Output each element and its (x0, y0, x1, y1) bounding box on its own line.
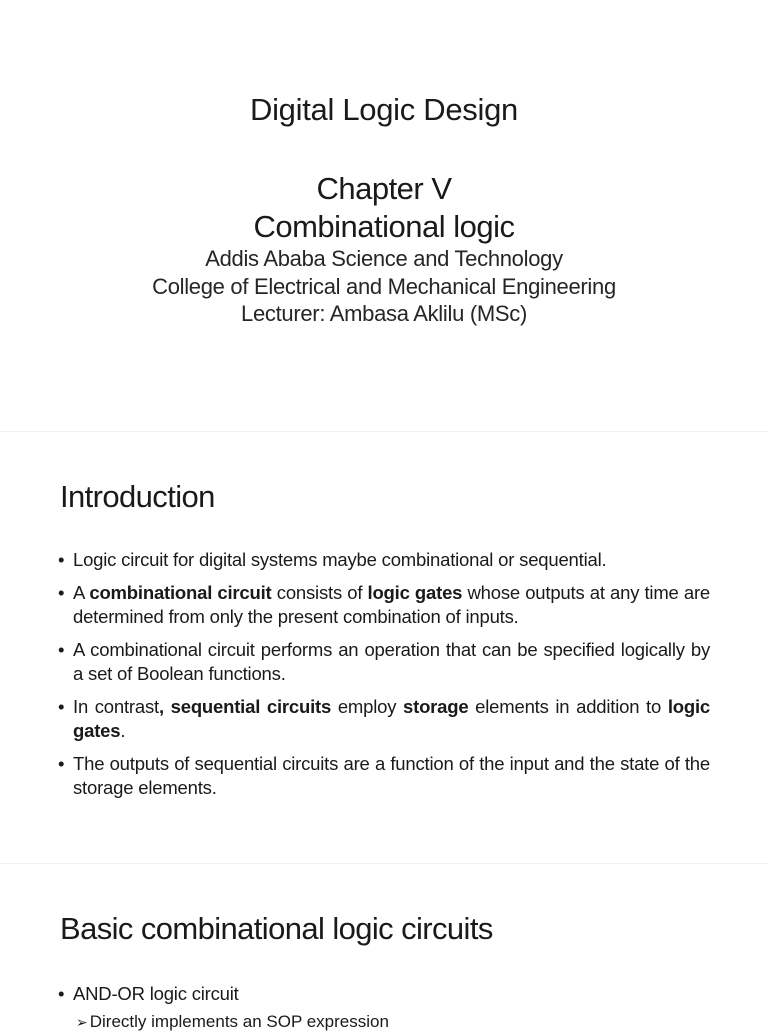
slide-heading: Introduction (60, 479, 215, 514)
basic-circuits-slide (0, 864, 768, 1031)
course-title: Digital Logic Design (250, 92, 518, 127)
list-item: • The outputs of sequential circuits are a function of the input and the state of the storage elements. (58, 753, 710, 798)
bullet-icon: • (58, 983, 65, 1004)
slide-heading: Basic combinational logic circuits (60, 911, 493, 946)
subtitle-block (0, 245, 768, 328)
bullet-list (58, 548, 710, 809)
list-item: • A combinational circuit consists of logic gates whose outputs at any time are determined from only the present combination of inputs. (58, 582, 711, 627)
introduction-slide (0, 432, 768, 862)
institution-name: Addis Ababa Science and Technology (205, 246, 563, 271)
list-item: • In contrast, sequential circuits employ storage elements in addition to logic gates. (58, 696, 710, 741)
chapter-number: Chapter V (316, 171, 452, 206)
sub-list-item: ➢ Directly implements an SOP expression (76, 1012, 389, 1031)
bullet-icon: • (58, 582, 65, 603)
bullet-icon: • (58, 753, 65, 774)
title-slide (0, 0, 768, 430)
list-item: • A combinational circuit performs an operation that can be specified logically by a set of Boolean functions. (58, 639, 710, 684)
bullet-icon: • (58, 639, 65, 660)
lecturer-name: Lecturer: Ambasa Aklilu (MSc) (241, 301, 527, 326)
chapter-title: Combinational logic (253, 209, 515, 244)
chapter-heading (0, 170, 768, 246)
college-name: College of Electrical and Mechanical Engineering (152, 273, 616, 299)
list-item: • Logic circuit for digital systems maybe combinational or sequential. (58, 549, 607, 570)
list-item: • AND-OR logic circuit (58, 983, 239, 1004)
bullet-icon: • (58, 696, 65, 717)
bullet-icon: • (58, 549, 65, 570)
arrow-bullet-icon: ➢ (76, 1014, 88, 1030)
